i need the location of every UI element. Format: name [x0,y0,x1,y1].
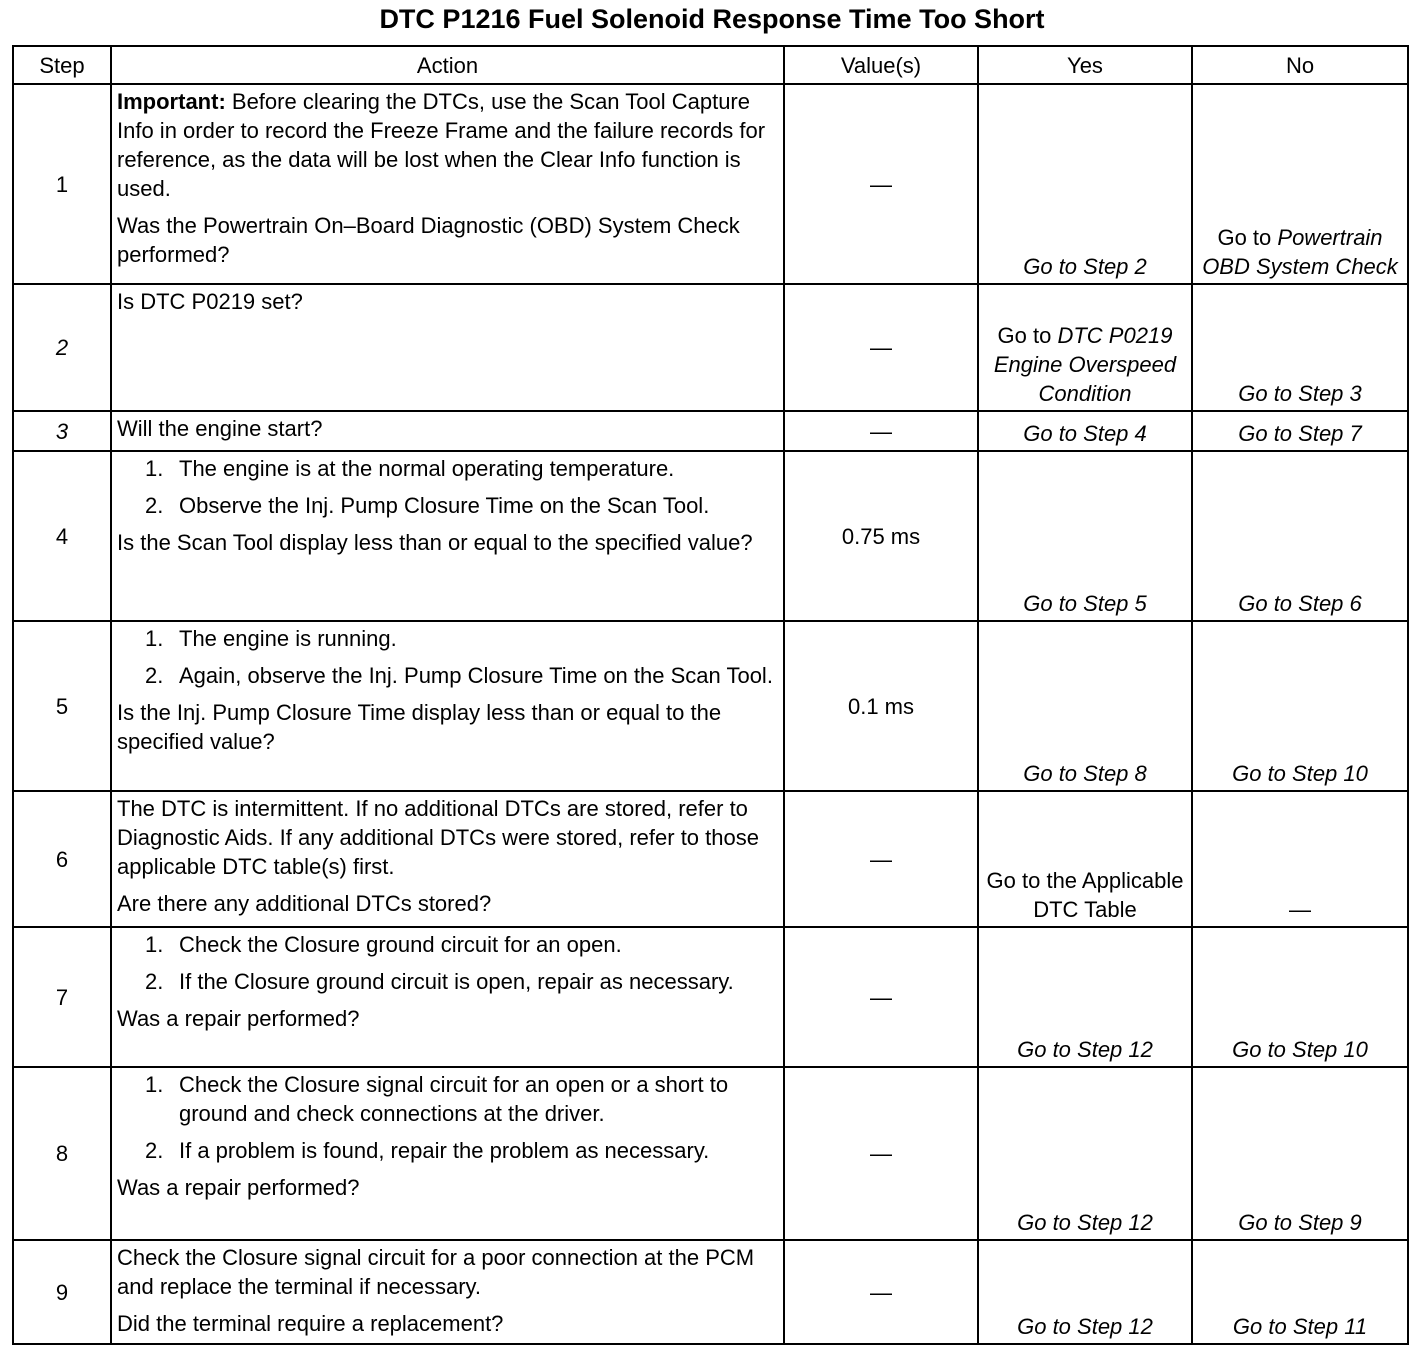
step-number: 9 [13,1240,111,1344]
list-item: 1. The engine is running. [145,626,397,651]
action-cell [111,1240,784,1344]
no-cell[interactable]: Go to Step 9 [1192,1067,1408,1240]
yes-cell[interactable]: Go to the Applicable DTC Table [978,791,1192,927]
list-item: 2. If the Closure ground circuit is open, repair as necessary. [145,969,734,994]
important-label: Important: [117,89,226,114]
action-question: Are there any additional DTCs stored? [117,891,492,916]
list-item: 2. If a problem is found, repair the problem as necessary. [145,1138,710,1163]
action-question: Is the Scan Tool display less than or equal to the specified value? [117,530,753,555]
action-cell [111,927,784,1067]
step-number: 2 [13,284,111,411]
list-item: 2. Observe the Inj. Pump Closure Time on the Scan Tool. [145,493,710,518]
table-row [13,927,1408,1067]
header-values: Value(s) [784,46,978,84]
step-number: 1 [13,84,111,284]
no-link[interactable]: Powertrain OBD System Check [1202,225,1398,279]
action-cell [111,451,784,621]
action-steps [117,930,778,996]
table-row [13,791,1408,927]
action-cell [111,84,784,284]
value-cell: — [784,1240,978,1344]
value-cell: 0.75 ms [784,451,978,621]
value-cell: — [784,84,978,284]
diagnostic-table [12,45,1409,1345]
list-item: 1. Check the Closure ground circuit for an open. [145,932,622,957]
action-cell [111,1067,784,1240]
action-steps [117,1070,778,1165]
header-yes: Yes [978,46,1192,84]
no-cell[interactable] [1192,84,1408,284]
yes-link[interactable]: DTC P0219 Engine Overspeed Condition [993,323,1177,406]
value-cell: — [784,1067,978,1240]
step-number: 7 [13,927,111,1067]
value-cell: 0.1 ms [784,621,978,791]
yes-cell[interactable] [978,284,1192,411]
header-no: No [1192,46,1408,84]
table-row [13,84,1408,284]
action-question: Will the engine start? [117,416,323,441]
yes-prefix: Go to [997,323,1052,348]
action-question: Was a repair performed? [117,1175,360,1200]
yes-cell[interactable]: Go to Step 8 [978,621,1192,791]
action-question: Was a repair performed? [117,1006,360,1031]
action-cell [111,284,784,411]
no-cell[interactable]: Go to Step 3 [1192,284,1408,411]
step-number: 5 [13,621,111,791]
value-cell: — [784,791,978,927]
important-note [117,87,778,203]
list-item: 1. Check the Closure signal circuit for an open or a short to ground and check connections at the driver. [145,1072,729,1126]
table-header-row [13,46,1408,84]
no-prefix: Go to [1217,225,1272,250]
table-row [13,284,1408,411]
step-number: 6 [13,791,111,927]
action-steps [117,454,778,520]
yes-cell[interactable]: Go to Step 5 [978,451,1192,621]
table-row [13,621,1408,791]
yes-cell[interactable]: Go to Step 4 [978,411,1192,451]
value-cell: — [784,411,978,451]
table-row [13,1240,1408,1344]
action-cell [111,621,784,791]
action-steps [117,624,778,690]
list-item: 2. Again, observe the Inj. Pump Closure Time on the Scan Tool. [145,663,773,688]
value-cell: — [784,284,978,411]
table-row [13,451,1408,621]
table-row [13,1067,1408,1240]
yes-cell[interactable]: Go to Step 2 [978,84,1192,284]
step-number: 4 [13,451,111,621]
action-question: Did the terminal require a replacement? [117,1311,504,1336]
yes-cell[interactable]: Go to Step 12 [978,1240,1192,1344]
step-number: 8 [13,1067,111,1240]
action-question: Was the Powertrain On–Board Diagnostic (OBD) System Check performed? [117,213,740,267]
header-step: Step [13,46,111,84]
action-text: The DTC is intermittent. If no additional DTCs are stored, refer to Diagnostic Aids. If any additional DTCs were stored, refer to those applicable DTC table(s) first. [117,796,759,879]
yes-cell[interactable]: Go to Step 12 [978,1067,1192,1240]
value-cell: — [784,927,978,1067]
yes-cell[interactable]: Go to Step 12 [978,927,1192,1067]
list-item: 1. The engine is at the normal operating temperature. [145,456,675,481]
action-question: Is DTC P0219 set? [117,289,303,314]
action-text: Check the Closure signal circuit for a poor connection at the PCM and replace the terminal if necessary. [117,1245,755,1299]
no-cell[interactable]: Go to Step 7 [1192,411,1408,451]
important-text: Before clearing the DTCs, use the Scan Tool Capture Info in order to record the Freeze Frame and the failure records for reference, as the data will be lost when the Clear Info function is used. [117,89,766,201]
no-cell[interactable]: Go to Step 10 [1192,927,1408,1067]
no-cell: — [1192,791,1408,927]
step-number: 3 [13,411,111,451]
no-cell[interactable]: Go to Step 11 [1192,1240,1408,1344]
action-cell [111,411,784,451]
no-cell[interactable]: Go to Step 10 [1192,621,1408,791]
table-row [13,411,1408,451]
header-action: Action [111,46,784,84]
page-title: DTC P1216 Fuel Solenoid Response Time Too Short [379,4,1045,34]
action-question: Is the Inj. Pump Closure Time display less than or equal to the specified value? [117,700,722,754]
no-cell[interactable]: Go to Step 6 [1192,451,1408,621]
action-cell [111,791,784,927]
